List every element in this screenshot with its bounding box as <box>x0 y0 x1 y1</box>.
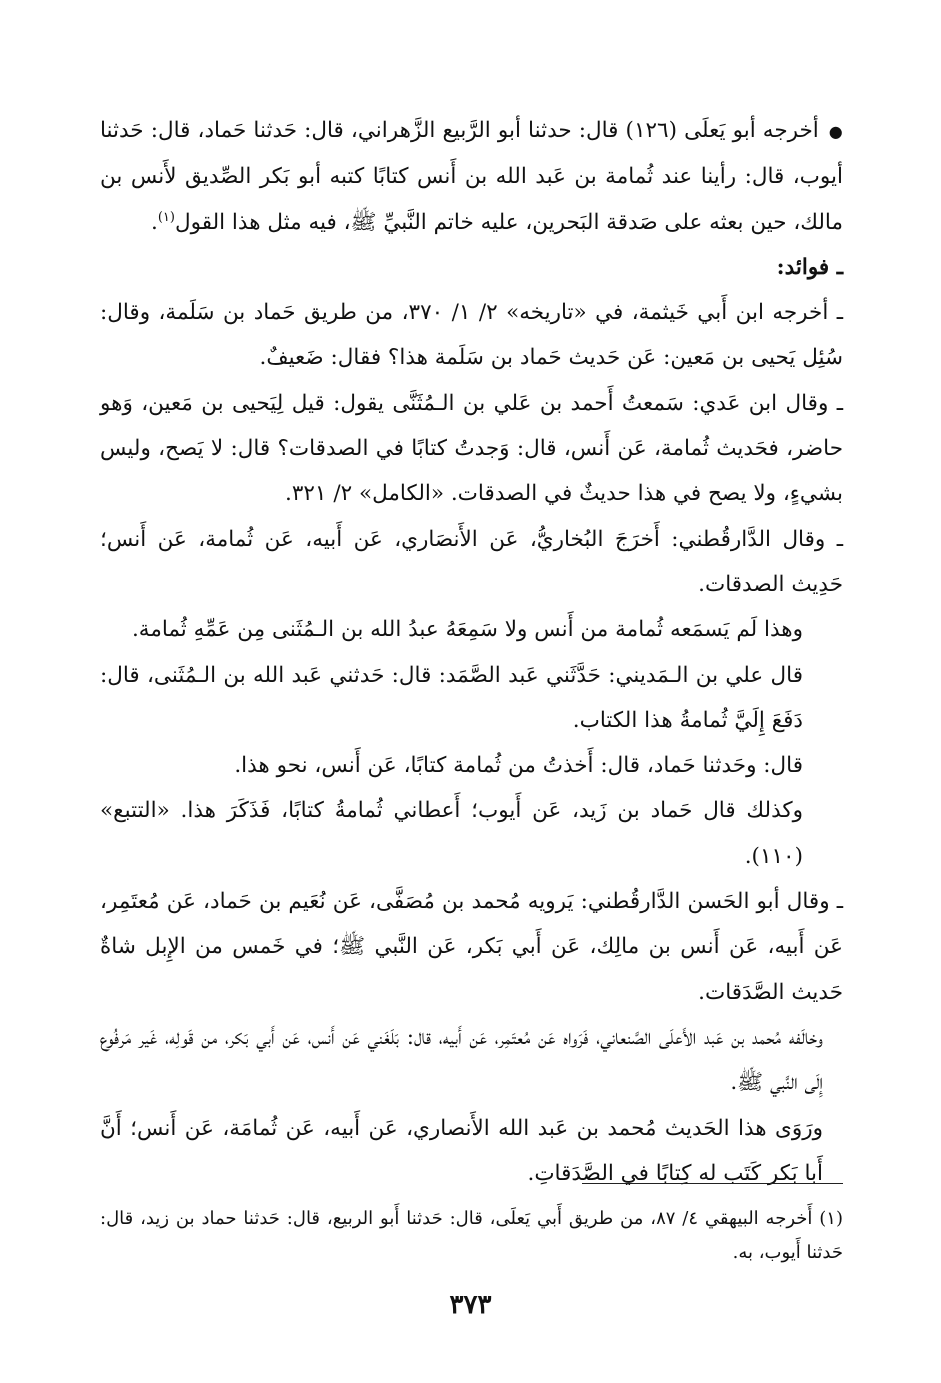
paragraph: قال علي بن الـمَديني: حَدَّثَني عَبد الصَّمَد: قال: حَدثني عَبد الله بن الـمُثَنى، قال: دَفَعَ إِلَيَّ ثُمامةُ هذا الكتاب. <box>100 662 803 733</box>
paragraph: ـ وقال الدَّارقُطني: أَخرَجَ البُخاريُّ، عَن الأَنصَاري، عَن أَبيه، عَن ثُمامة، عَن أَنس؛ حَدِيث الصدقات. <box>100 526 843 597</box>
paragraph: ـ وقال أبو الحَسن الدَّارقُطني: يَرويه مُحمد بن مُصَفَّى، عَن نُعَيم بن حَماد، عَن مُعتَمِر، عَن أَبيه، عَن أَنس بن مالِك، عَن أَبي بَكر، عَن النَّبي ﷺ؛ في خَمس من الإِبل شاةٌ حَديث الصَّدَقات. <box>100 889 843 1005</box>
paragraph: ورَوَى هذا الحَديث مُحمد بن عَبد الله الأَنصاري، عَن أَبيه، عَن ثُمامَة، عَن أَنس؛ أَنَّ أَبا بَكر كَتَب له كِتابًا في الصَّدَقاتِ. <box>100 1115 823 1186</box>
paragraph: ـ أخرجه ابن أَبي خَيثمة، في «تاريخه» ٢/ ١/ ٣٧٠، من طريق حَماد بن سَلَمة، وقال: سُئِل يَحيى بن مَعين: عَن حَديث حَماد بن سَلَمة هذا؟ فقال: ضَعيفٌ. <box>100 300 844 371</box>
section-heading: ـ فوائد: <box>776 254 843 280</box>
paragraph: وهذا لَم يَسمَعه ثُمامة من أَنس ولا سَمِعَهُ عبدُ الله بن الـمُثَنى مِن عَمِّهِ ثُمامة. <box>131 617 803 643</box>
paragraph: قال: وحَدثنا حَماد، قال: أَخذتُ من ثُمامة كتابًا، عَن أَنس، نحو هذا. <box>234 753 803 779</box>
paragraph: وكذلك قال حَماد بن زَيد، عَن أَيوب؛ أَعطاني ثُمامةُ كتابًا، فَذَكَرَ هذا. «التتبع» (١١٠). <box>100 798 803 869</box>
paragraph: ـ وقال ابن عَدي: سَمعتُ أَحمد بن عَلي بن الـمُثَنَّى يقول: قيل لِيَحيى بن مَعين، وَهو حاضر، فحَديث ثُمامة، عَن أَنس، قال: وَجدتُ كتابًا في الصدقات؟ قال: لا يَصح، وليس بشيءٍ، ولا يصح في هذا حديثٌ في الصدقات. «الكامل» ٢/ ٣٢١. <box>100 390 843 507</box>
footnote <box>100 1202 843 1270</box>
footnote-marker: (١) <box>157 209 175 225</box>
page-number: ٣٧٣ <box>449 1290 492 1320</box>
paragraph: ●أخرجه أبو يَعلَى (١٢٦) قال: حدثنا أبو الرَّبيع الزَّهراني، قال: حَدثنا حَماد، قال: حَدثنا أيوب، قال: رأينا عند ثُمامة بن عَبد الله بن أَنس كتابًا كتبه أبو بَكر الصِّديق لأَنس بن مالك، حين بعثه على صَدقة البَحرين، عليه خاتم النَّبيِّ ﷺ، فيه مثل هذا القول$^{(١)}$. <box>100 118 843 235</box>
bullet-icon: ● <box>828 122 843 141</box>
footnote-divider <box>582 1183 843 1184</box>
footnote-text: (١) أَخرجه البيهقي ٤/ ٨٧، من طريق أَبي يَعلَى، قال: حَدثنا أَبو الربيع، قال: حَدثنا حماد بن زيد، قال: حَدثنا أَيوب، به. <box>100 1208 843 1263</box>
paragraph: وخالَفه مُحمد بن عَبد الأَعلَى الصَّنعاني، فَرَواه عَن مُعتَمِر، عَن أَبيه، قال: بَلَغَني عَن أَنس، عَن أَبي بَكر، من قَولِه، غَير مَرفُوع إِلَى النَّبي ﷺ. <box>100 1024 823 1096</box>
main-text <box>100 108 843 1196</box>
